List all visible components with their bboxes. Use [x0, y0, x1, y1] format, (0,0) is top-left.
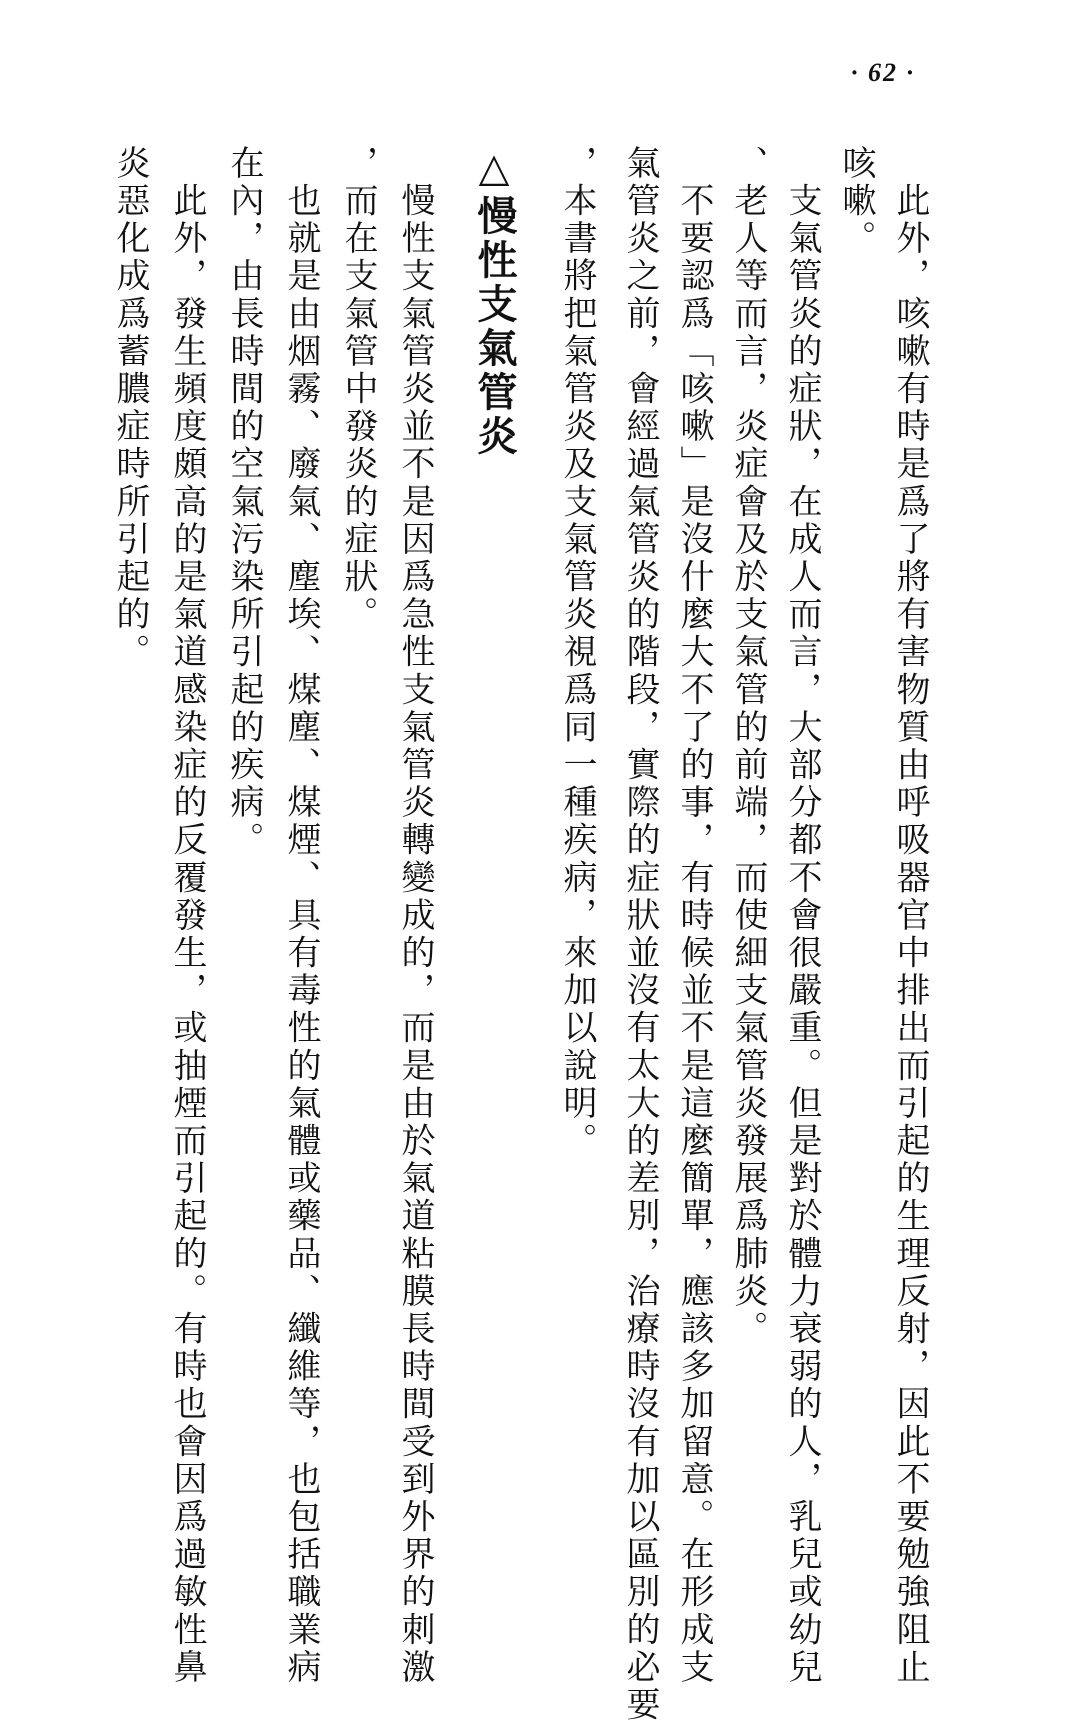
- paragraph-1-column-1: 此外，咳嗽有時是爲了將有害物質由呼吸器官中排出而引起的生理反射，因此不要勉強阻止: [890, 145, 930, 1687]
- paragraph-3-column-1: 不要認爲「咳嗽」是沒什麼大不了的事，有時候並不是這麼簡單，應該多加留意。在形成支: [674, 145, 714, 1687]
- section-paragraph-2-column-1: 也就是由烟霧、廢氣、塵埃、煤塵、煤煙、具有毒性的氣體或藥品、纖維等，也包括職業病: [281, 145, 321, 1687]
- paragraph-3-column-3: ，本書將把氣管炎及支氣管炎視爲同一種疾病，來加以說明。: [557, 145, 597, 1161]
- section-paragraph-3-column-2: 炎惡化成爲蓄膿症時所引起的。: [110, 145, 150, 672]
- section-paragraph-1-column-2: ，而在支氣管中發炎的症狀。: [338, 145, 378, 634]
- section-paragraph-1-column-1: 慢性支氣管炎並不是因爲急性支氣管炎轉變成的，而是由於氣道粘膜長時間受到外界的刺激: [395, 145, 435, 1687]
- paragraph-1-column-2: 咳嗽。: [836, 145, 876, 258]
- paragraph-3-column-2: 氣管炎之前，會經過氣管炎的階段，實際的症狀並沒有太大的差別，治療時沒有加以區別的必要: [620, 145, 660, 1724]
- section-paragraph-2-column-2: 在內，由長時間的空氣污染所引起的疾病。: [224, 145, 264, 860]
- page-number: · 62 ·: [851, 58, 915, 87]
- paragraph-2-column-1: 支氣管炎的症狀，在成人而言，大部分都不會很嚴重。但是對於體力衰弱的人，乳兒或幼兒: [782, 145, 822, 1687]
- section-heading: △慢性支氣管炎: [471, 145, 517, 459]
- paragraph-2-column-2: 、老人等而言，炎症會及於支氣管的前端，而使細支氣管炎發展爲肺炎。: [728, 145, 768, 1349]
- section-paragraph-3-column-1: 此外，發生頻度頗高的是氣道感染症的反覆發生，或抽煙而引起的。有時也會因爲過敏性鼻: [167, 145, 207, 1687]
